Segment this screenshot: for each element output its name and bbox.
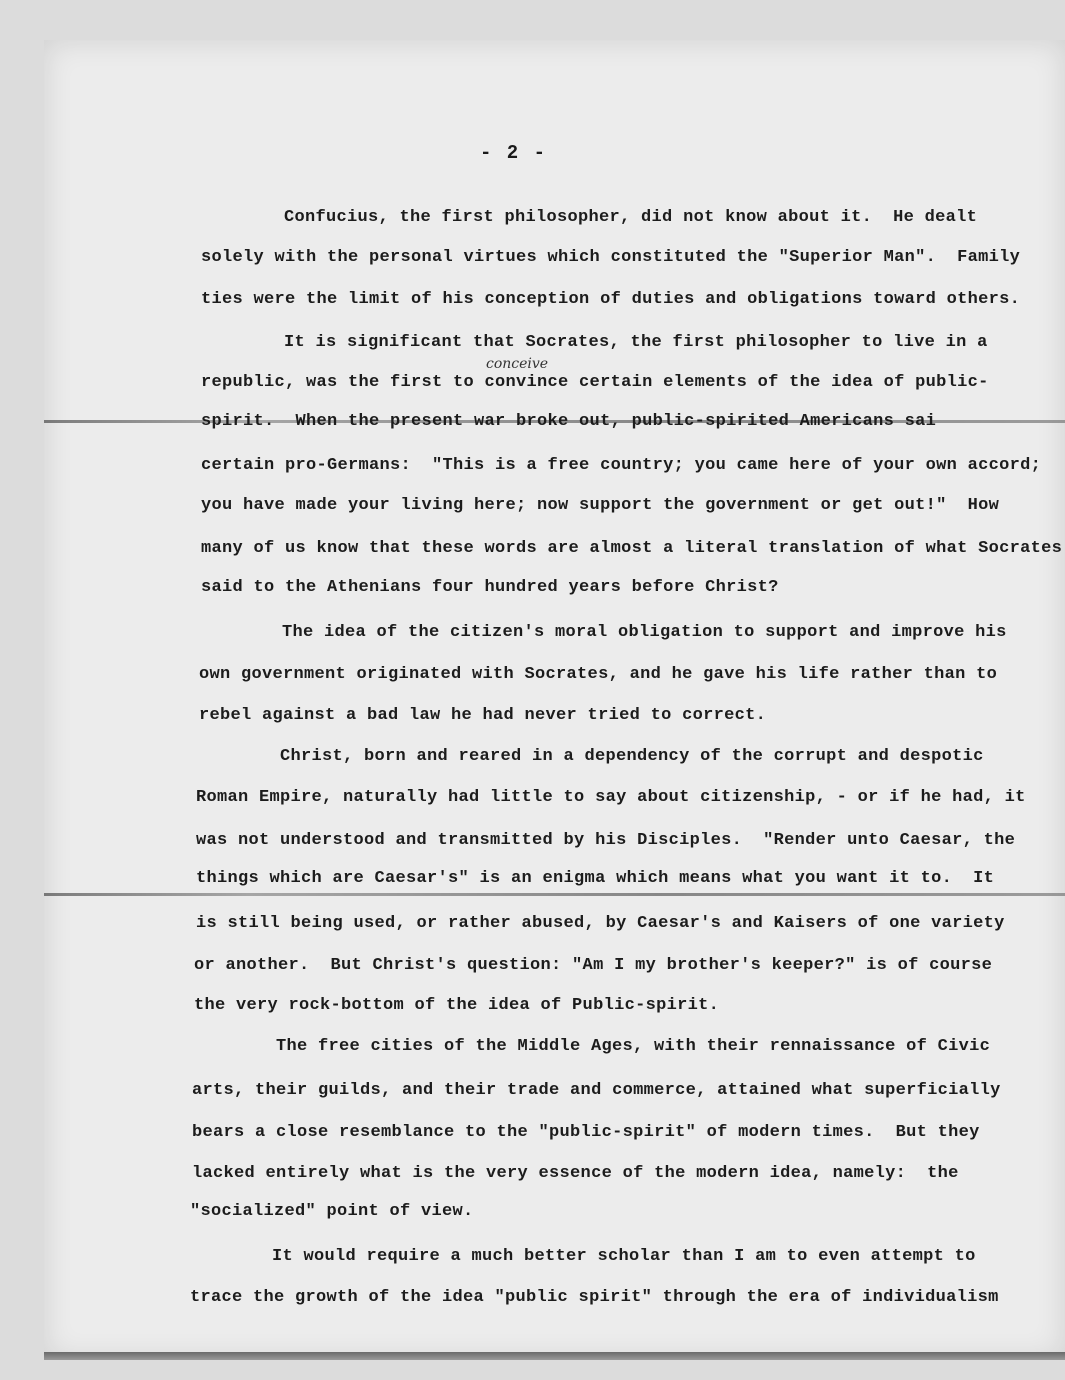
text-line: rebel against a bad law he had never tried to correct. bbox=[199, 706, 767, 725]
text-line: "socialized" point of view. bbox=[190, 1202, 474, 1221]
text-line: you have made your living here; now support the government or get out!" How bbox=[201, 496, 1000, 515]
text-line: The idea of the citizen's moral obligation to support and improve his bbox=[282, 623, 1007, 642]
text-line: was not understood and transmitted by his Disciples. "Render unto Caesar, the bbox=[196, 831, 1016, 850]
text-line: trace the growth of the idea "public spirit" through the era of individualism bbox=[190, 1288, 999, 1307]
page-bottom-edge bbox=[44, 1352, 1065, 1360]
text-line: certain pro-Germans: "This is a free country; you came here of your own accord; bbox=[201, 456, 1042, 475]
text-line: ties were the limit of his conception of duties and obligations toward others. bbox=[201, 290, 1021, 309]
text-line: arts, their guilds, and their trade and commerce, attained what superficially bbox=[192, 1081, 1001, 1100]
paper-crease bbox=[44, 893, 1065, 896]
text-line: many of us know that these words are almost a literal translation of what Socrates bbox=[201, 539, 1063, 558]
text-line: Roman Empire, naturally had little to say about citizenship, - or if he had, it bbox=[196, 788, 1026, 807]
text-line: Confucius, the first philosopher, did not know about it. He dealt bbox=[284, 208, 978, 227]
text-line: is still being used, or rather abused, by Caesar's and Kaisers of one variety bbox=[196, 914, 1005, 933]
text-line: The free cities of the Middle Ages, with their rennaissance of Civic bbox=[276, 1037, 991, 1056]
text-line: said to the Athenians four hundred years before Christ? bbox=[201, 578, 779, 597]
text-line: It would require a much better scholar than I am to even attempt to bbox=[272, 1247, 976, 1266]
page-number: - 2 - bbox=[480, 142, 548, 164]
text-line: things which are Caesar's" is an enigma which means what you want it to. It bbox=[196, 869, 995, 888]
text-line: spirit. When the present war broke out, public-spirited Americans sai bbox=[201, 412, 937, 431]
text-line: or another. But Christ's question: "Am I my brother's keeper?" is of course bbox=[194, 956, 993, 975]
text-line: bears a close resemblance to the "public-spirit" of modern times. But they bbox=[192, 1123, 980, 1142]
text-line: republic, was the first to convince certain elements of the idea of public- bbox=[201, 373, 989, 392]
text-line: solely with the personal virtues which constituted the "Superior Man". Family bbox=[201, 248, 1021, 267]
handwritten-correction: conceive bbox=[486, 356, 549, 372]
text-line: lacked entirely what is the very essence of the modern idea, namely: the bbox=[192, 1164, 959, 1183]
text-line: own government originated with Socrates, and he gave his life rather than to bbox=[199, 665, 998, 684]
text-line: the very rock-bottom of the idea of Public-spirit. bbox=[194, 996, 720, 1015]
text-line: It is significant that Socrates, the first philosopher to live in a bbox=[284, 333, 988, 352]
text-line: Christ, born and reared in a dependency of the corrupt and despotic bbox=[280, 747, 984, 766]
document-page bbox=[44, 40, 1065, 1360]
